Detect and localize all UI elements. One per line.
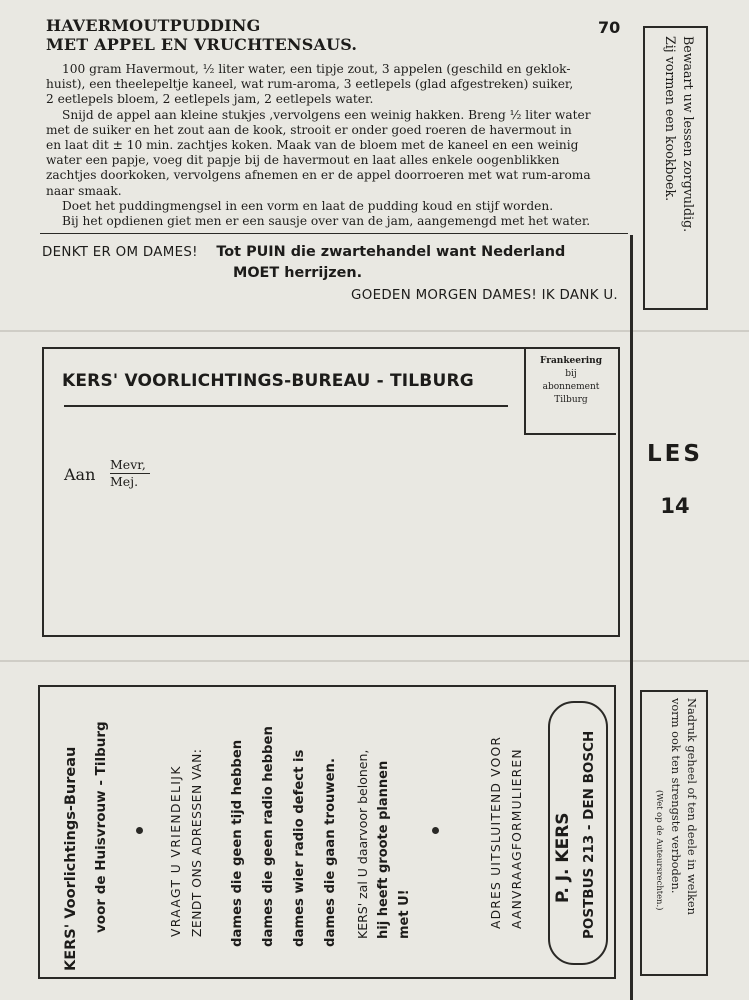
lesson-label: LES: [647, 441, 703, 467]
ad-line: KERS' zal U daarvoor belonen,: [355, 749, 370, 939]
ad-column-6: [550, 731, 602, 957]
ad-column-4: [352, 750, 415, 971]
ad-line: dames die geen tijd hebben: [230, 739, 245, 947]
stamp-line: abonnement: [542, 382, 600, 392]
side-note-text: [661, 36, 697, 232]
ad-line: AANVRAAGFORMULIEREN: [510, 748, 524, 929]
recipe-line: Snijd de appel aan kleine stukjes ,vervolgens een weinig hakken. Breng ½ liter water: [62, 107, 591, 122]
recipe-title-line-2: MET APPEL EN VRUCHTENSAUS.: [46, 35, 358, 54]
ad-line: ADRES UITSLUITEND VOOR: [489, 735, 503, 929]
side-note-box: [643, 26, 708, 310]
recipe-line: huist), een theelepeltje kaneel, wat rum-aroma, 3 eetlepels (glad afgestreken) suiker,: [46, 77, 574, 92]
recipe-line: Doet het puddingmengsel in een vorm en laat de pudding koud en stijf worden.: [62, 198, 554, 213]
section-divider: [40, 233, 628, 234]
ad-line: ZENDT ONS ADRESSEN VAN:: [190, 748, 204, 937]
advertisement-box: [38, 685, 616, 979]
ad-line: POSTBUS 213 - DEN BOSCH: [581, 730, 597, 939]
slogan: [42, 242, 624, 306]
page-number: 70: [598, 18, 621, 37]
recipe-title-line-1: HAVERMOUTPUDDING: [46, 16, 261, 35]
slogan-bold-1: Tot PUIN die zwartehandel want Nederland: [216, 244, 566, 260]
slogan-closing: GOEDEN MORGEN DAMES! IK DANK U.: [351, 288, 618, 303]
ad-line: P. J. KERS: [553, 812, 573, 903]
paper-fold: [0, 660, 749, 662]
recipe-body: [46, 62, 622, 229]
ad-line: VRAAGT U VRIENDELIJK: [169, 765, 183, 937]
recipe-line: met de suiker en het zout aan de kook, strooit er onder goed roeren de havermout in: [46, 122, 572, 137]
aan-label: Aan: [64, 465, 96, 484]
recipe-line: water een papje, voeg dit papje bij de havermout en laat alles enkele oogenblikken: [46, 153, 560, 168]
slogan-bold-2: MOET herrijzen.: [233, 265, 363, 281]
vertical-rule: [630, 235, 633, 1000]
bullet-dot: [136, 827, 143, 834]
slogan-lead: DENKT ER OM DAMES!: [42, 245, 198, 260]
copyright-line-3: (Wet op de Auteursrechten.): [655, 790, 665, 911]
stamp-line: Tilburg: [554, 395, 588, 405]
mevr-label: Mevr,: [110, 457, 150, 474]
ad-line: met U!: [397, 889, 412, 939]
recipe-title: [46, 16, 357, 54]
recipe-line: naar smaak.: [46, 183, 122, 198]
side-note-line-1: Bewaart uw lessen zorgvuldig.: [681, 36, 696, 233]
ad-column-1: [56, 721, 116, 971]
copyright-line-1: Nadruk geheel of ten deele in welken: [685, 698, 699, 915]
ad-line: dames wier radio defect is: [292, 749, 307, 947]
lesson-number: 14: [660, 494, 690, 518]
mej-label: Mej.: [110, 474, 139, 489]
stamp-line: Frankeering: [539, 356, 603, 366]
recipe-line: en laat dit ± 10 min. zachtjes koken. Maak van de bloem met de kaneel en een weinig: [46, 138, 579, 153]
copyright-box: [640, 690, 708, 976]
ad-column-3: [222, 726, 346, 971]
paper-fold: [0, 330, 749, 332]
bureau-title: KERS' VOORLICHTINGS-BUREAU - TILBURG: [62, 371, 474, 391]
ad-line: dames die gaan trouwen.: [323, 758, 338, 947]
ad-line: voor de Huisvrouw - Tilburg: [93, 721, 109, 933]
ad-column-2: [166, 749, 208, 971]
stamp-line: bij: [565, 369, 577, 379]
bullet-dot: [432, 827, 439, 834]
salutation-fraction: [110, 457, 150, 490]
ad-line: KERS' Voorlichtings-Bureau: [63, 746, 79, 971]
recipe-line: 100 gram Havermout, ½ liter water, een tipje zout, 3 appelen (geschild en geklok-: [62, 62, 571, 76]
postage-stamp-box: [524, 349, 616, 435]
side-note-line-2: Zij vormen een kookboek.: [663, 36, 678, 202]
recipe-line: zachtjes doorkoken, vervolgens afnemen en er de appel doorroeren met wat rum-aroma: [46, 168, 591, 183]
copyright-line-2: vorm ook ten strengste verboden.: [669, 698, 683, 894]
recipe-line: 2 eetlepels bloem, 2 eetlepels jam, 2 eetlepels water.: [46, 92, 374, 107]
ad-line: dames die geen radio hebben: [261, 726, 276, 947]
ad-line: hij heeft groote plannen: [376, 760, 391, 939]
title-underline: [64, 405, 508, 407]
recipe-line: Bij het opdienen giet men er een sausje over van de jam, aangemengd met het water.: [62, 214, 591, 229]
copyright-text: [652, 698, 700, 915]
ad-column-5: [486, 736, 528, 971]
address-card: [42, 347, 620, 637]
